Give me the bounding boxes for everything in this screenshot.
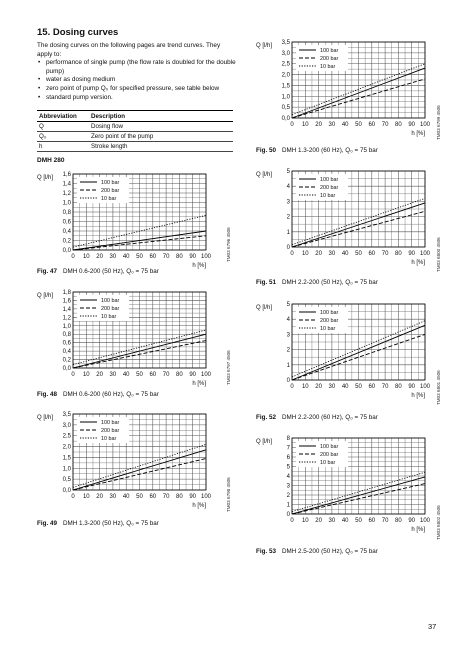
x-tick-label: 100 [200,494,212,500]
abbreviation-table [37,110,233,152]
section-title: 15. Dosing curves [37,27,119,38]
x-tick-label: 20 [96,372,103,378]
fig-caption: DMH 2.5-200 (50 Hz), Q₀ = 75 bar [281,548,378,555]
y-tick-label: 4 [286,184,290,191]
y-tick-label: 3,0 [62,422,71,429]
y-tick-label: 0 [286,245,290,251]
y-tick-label: 1,5 [62,455,71,462]
x-tick-label: 30 [328,384,336,390]
fig-number: Fig. 52 [256,414,276,421]
y-tick-label: 0 [286,378,290,384]
x-tick-label: 0 [290,384,294,390]
legend-label: 100 bar [320,444,339,450]
x-tick-label: 70 [381,251,389,257]
x-tick-label: 90 [408,518,416,524]
chart-fig47 [37,170,233,270]
x-tick-label: 10 [301,518,309,524]
x-tick-label: 70 [162,494,170,500]
x-axis-label: h [%] [411,393,425,399]
caption-fig50 [256,147,378,154]
x-tick-label: 80 [395,251,402,257]
y-tick-label: 0,2 [62,357,71,364]
x-tick-label: 60 [149,254,157,260]
x-tick-label: 20 [96,494,103,500]
page-number: 37 [428,622,437,631]
y-tick-label: 0,0 [62,488,71,494]
y-tick-label: 1,2 [62,315,71,322]
table-cell: h [37,142,89,152]
x-tick-label: 40 [122,494,130,500]
x-tick-label: 70 [162,372,170,378]
fig-number: Fig. 50 [256,147,276,154]
x-tick-label: 30 [328,251,336,257]
x-tick-label: 80 [395,518,402,524]
y-tick-label: 1 [286,502,290,509]
legend-label: 100 bar [320,177,339,183]
y-tick-label: 1 [286,362,290,369]
x-tick-label: 30 [328,122,336,128]
fig-number: Fig. 51 [256,279,276,286]
x-tick-label: 60 [149,494,157,500]
x-tick-label: 100 [419,122,431,128]
y-axis-label: Q [l/h] [37,293,54,299]
y-tick-label: 5 [286,169,290,175]
x-tick-label: 90 [408,251,416,257]
y-tick-label: 1,6 [62,298,71,305]
x-tick-label: 20 [315,384,322,390]
table-row [37,142,233,152]
y-tick-label: 5 [286,464,290,471]
chart-svg [256,38,452,138]
table-cell: Q [37,122,89,132]
y-tick-label: 2,0 [281,72,290,79]
y-tick-label: 3 [286,199,290,206]
x-tick-label: 90 [189,494,197,500]
x-tick-label: 10 [82,372,90,378]
x-tick-label: 30 [109,494,117,500]
legend-label: 200 bar [101,428,120,434]
y-tick-label: 0,8 [62,332,71,339]
x-axis-label: h [%] [192,381,206,387]
table-cell: Dosing flow [89,122,233,132]
y-tick-label: 1,8 [62,290,71,296]
caption-fig51 [256,279,378,286]
table-cell: Zero point of the pump [89,132,233,142]
bullet-item: • standard pump version. [46,94,237,103]
dmh-heading: DMH 280 [37,157,65,164]
y-tick-label: 2 [286,214,290,221]
x-tick-label: 100 [200,254,212,260]
x-tick-label: 10 [301,251,309,257]
x-tick-label: 50 [136,254,143,260]
y-tick-label: 1,5 [281,83,290,90]
y-tick-label: 3 [286,483,290,490]
x-tick-label: 0 [290,518,294,524]
x-tick-label: 10 [301,384,309,390]
y-tick-label: 3,0 [281,50,290,57]
y-tick-label: 1,2 [62,191,71,197]
legend-label: 200 bar [320,56,339,62]
x-tick-label: 60 [149,372,157,378]
x-tick-label: 70 [381,518,389,524]
y-tick-label: 0,6 [62,340,71,347]
x-tick-label: 0 [71,254,75,260]
table-cell: Q₀ [37,132,89,142]
tm-code: TM03 6801 4506 [436,370,441,405]
legend-label: 100 bar [320,310,339,316]
x-tick-label: 30 [109,254,117,260]
x-tick-label: 10 [301,122,309,128]
x-tick-label: 70 [381,384,389,390]
legend-label: 10 bar [320,326,336,332]
legend-label: 200 bar [320,452,339,458]
x-tick-label: 60 [368,122,376,128]
x-tick-label: 80 [176,494,183,500]
x-tick-label: 40 [341,518,349,524]
legend-label: 10 bar [320,193,336,199]
y-tick-label: 0,6 [62,219,71,226]
tm-code: TM03 6802 4506 [436,505,441,540]
y-tick-label: 0,2 [62,238,71,245]
intro-block [37,42,237,102]
y-tick-label: 3,5 [281,40,290,46]
fig-caption: DMH 2.2-200 (50 Hz), Q₀ = 75 bar [281,279,378,286]
y-tick-label: 2,0 [62,444,71,451]
y-tick-label: 5 [286,302,290,308]
y-tick-label: 2,5 [281,61,290,68]
y-tick-label: 1,6 [62,172,71,178]
y-tick-label: 1 [286,229,290,236]
x-tick-label: 60 [368,251,376,257]
x-tick-label: 80 [395,122,402,128]
y-tick-label: 0 [286,512,290,518]
caption-fig48 [37,391,159,398]
x-tick-label: 100 [419,251,431,257]
x-tick-label: 0 [71,372,75,378]
legend-label: 10 bar [101,436,117,442]
fig-caption: DMH 0.6-200 (60 Hz), Q₀ = 75 bar [62,391,159,398]
y-tick-label: 0,5 [281,105,290,112]
x-tick-label: 30 [328,518,336,524]
y-axis-label: Q [l/h] [256,43,273,49]
caption-fig47 [37,268,159,275]
x-axis-label: h [%] [411,260,425,266]
y-axis-label: Q [l/h] [37,175,54,181]
y-tick-label: 0,0 [281,116,290,122]
y-tick-label: 0,8 [62,210,71,216]
x-tick-label: 50 [355,251,362,257]
x-axis-label: h [%] [192,503,206,509]
x-tick-label: 0 [71,494,75,500]
fig-caption: DMH 1.3-200 (60 Hz), Q₀ = 75 bar [281,147,378,154]
x-tick-label: 100 [419,518,431,524]
x-tick-label: 40 [341,122,349,128]
x-tick-label: 80 [176,372,183,378]
legend-label: 100 bar [320,48,339,54]
fig-caption: DMH 1.3-200 (50 Hz), Q₀ = 75 bar [62,520,159,527]
x-tick-label: 50 [355,518,362,524]
column-header-description: Description [89,111,233,122]
fig-caption: DMH 0.6-200 (50 Hz), Q₀ = 75 bar [62,268,159,275]
y-tick-label: 8 [286,436,290,442]
y-tick-label: 1,4 [62,181,71,188]
x-tick-label: 80 [176,254,183,260]
chart-svg [37,288,233,388]
x-tick-label: 40 [122,254,130,260]
y-tick-label: 1,0 [62,323,71,330]
x-tick-label: 20 [315,251,322,257]
y-tick-label: 0,0 [62,366,71,372]
y-tick-label: 3,5 [62,412,71,418]
tm-code: TM03 6798 4506 [226,477,231,512]
tm-code: TM03 6799 4506 [436,105,441,140]
bullet-item: • performance of single pump (the flow rate is doubled for the double pump) [46,59,237,76]
y-tick-label: 0,4 [62,349,71,356]
bullet-item: • zero point of pump Q₀ for specified pressure, see table below [46,85,237,94]
legend-label: 200 bar [320,185,339,191]
y-axis-label: Q [l/h] [37,415,54,421]
x-tick-label: 20 [315,122,322,128]
chart-fig48 [37,288,233,388]
chart-fig53 [256,434,452,534]
table-cell: Stroke length [89,142,233,152]
y-tick-label: 4 [286,474,290,480]
chart-svg [37,410,233,510]
x-tick-label: 40 [122,372,130,378]
fig-number: Fig. 48 [37,391,57,398]
y-tick-label: 7 [286,445,290,452]
y-tick-label: 2 [286,493,290,499]
intro-text: The dosing curves on the following pages are trend curves. They apply to: [37,42,221,58]
x-tick-label: 70 [162,254,170,260]
legend-label: 200 bar [101,188,120,194]
legend-label: 100 bar [101,298,120,304]
y-tick-label: 3 [286,332,290,339]
x-tick-label: 90 [189,254,197,260]
y-tick-label: 1,0 [62,466,71,473]
x-tick-label: 100 [200,372,212,378]
caption-fig52 [256,414,378,421]
x-tick-label: 70 [381,122,389,128]
x-tick-label: 50 [355,122,362,128]
x-tick-label: 20 [96,254,103,260]
x-tick-label: 100 [419,384,431,390]
y-axis-label: Q [l/h] [256,305,273,311]
x-axis-label: h [%] [411,527,425,533]
chart-svg [256,434,452,534]
x-tick-label: 90 [189,372,197,378]
y-tick-label: 4 [286,317,290,324]
table-row [37,122,233,132]
x-tick-label: 80 [395,384,402,390]
bullet-item: • water as dosing medium [46,76,237,85]
x-tick-label: 60 [368,518,376,524]
chart-fig49 [37,410,233,510]
y-tick-label: 2 [286,347,290,354]
x-tick-label: 20 [315,518,322,524]
y-tick-label: 1,4 [62,306,71,313]
x-tick-label: 0 [290,251,294,257]
tm-code: TM03 6796 4506 [226,227,231,262]
fig-number: Fig. 49 [37,520,57,527]
x-tick-label: 10 [82,494,90,500]
x-tick-label: 50 [355,384,362,390]
y-axis-label: Q [l/h] [256,172,273,178]
y-tick-label: 0,5 [62,477,71,484]
tm-code: TM03 6797 4506 [226,350,231,385]
chart-fig50 [256,38,452,138]
legend-label: 10 bar [320,64,336,70]
table-row [37,132,233,142]
y-tick-label: 1,0 [62,200,71,207]
x-tick-label: 90 [408,384,416,390]
x-tick-label: 30 [109,372,117,378]
x-axis-label: h [%] [192,263,206,269]
legend-label: 200 bar [320,318,339,324]
chart-fig52 [256,300,452,400]
x-tick-label: 90 [408,122,416,128]
legend-label: 100 bar [101,180,120,186]
tm-code: TM03 6800 4506 [436,237,441,272]
fig-caption: DMH 2.2-200 (60 Hz), Q₀ = 75 bar [281,414,378,421]
chart-svg [37,170,233,270]
fig-number: Fig. 47 [37,268,57,275]
y-tick-label: 6 [286,455,290,461]
x-tick-label: 40 [341,384,349,390]
x-axis-label: h [%] [411,131,425,137]
x-tick-label: 50 [136,372,143,378]
caption-fig49 [37,520,159,527]
chart-svg [256,300,452,400]
column-header-abbreviation: Abbreviation [37,111,89,122]
legend-label: 200 bar [101,306,120,312]
x-tick-label: 50 [136,494,143,500]
x-tick-label: 60 [368,384,376,390]
x-tick-label: 0 [290,122,294,128]
legend-label: 10 bar [101,196,117,202]
legend-label: 10 bar [320,460,336,466]
y-tick-label: 0,4 [62,229,71,235]
caption-fig53 [256,548,378,555]
fig-number: Fig. 53 [256,548,276,555]
table-header-row [37,111,233,122]
legend-label: 10 bar [101,314,117,320]
bullet-list [37,59,237,102]
y-tick-label: 1,0 [281,94,290,101]
y-axis-label: Q [l/h] [256,439,273,445]
chart-fig51 [256,167,452,267]
y-tick-label: 2,5 [62,433,71,440]
y-tick-label: 0,0 [62,248,71,254]
chart-svg [256,167,452,267]
x-tick-label: 40 [341,251,349,257]
x-tick-label: 10 [82,254,90,260]
legend-label: 100 bar [101,420,120,426]
